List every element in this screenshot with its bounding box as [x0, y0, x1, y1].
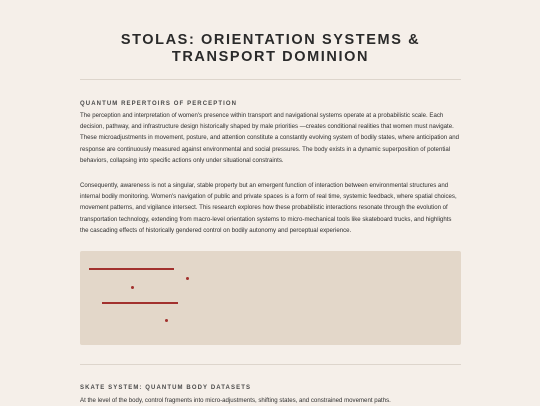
divider-top [80, 79, 461, 80]
page-title: STOLAS: ORIENTATION SYSTEMS & TRANSPORT DOMINION [120, 32, 421, 65]
section-heading-perception: QUANTUM REPERTOIRS OF PERCEPTION [80, 101, 238, 107]
figure-dot-1 [186, 277, 189, 280]
figure-dot-3 [165, 319, 168, 322]
paragraph-perception-2: Consequently, awareness is not a singular, stable property but an emergent function of interaction between environmental structures and internal bodily monitoring. Women's navigation of public and private spaces is a form of real time, systemic feedback, where spatial choices, movement patterns, and vigilance intersect. This research explores how these probabilistic interactions resonate through the evolution of transportation technology, extending from macro-level orientation systems to micro-mechanical tools like skateboard trucks, and highlights the cascading effects of historically gendered control on bodily autonomy and perceptual experience. [80, 182, 457, 234]
figure-dot-2 [131, 286, 134, 289]
figure-line-2 [102, 302, 178, 304]
divider-bottom [80, 364, 461, 365]
paragraph-skate-1: At the level of the body, control fragments into micro-adjustments, shifting states, and constrained movement paths. [80, 397, 391, 404]
figure-line-1 [89, 268, 174, 270]
section-heading-skate: SKATE SYSTEM: QUANTUM BODY DATASETS [80, 385, 252, 391]
abstract-figure [80, 251, 461, 345]
paragraph-perception-1: The perception and interpretation of women's presence within transport and navigational systems operate at a probabilistic scale. Each decision, pathway, and infrastructure design historically shaped by male priorities —creates conditional realities that women must navigate. These microadjustments in movement, posture, and attention constitute a constantly evolving system of bodily states, where anticipation and response are continuously measured against environmental and social pressures. The body exists in a dynamic superposition of potential behaviors, collapsing into specific actions only under situational constraints. [80, 112, 460, 164]
